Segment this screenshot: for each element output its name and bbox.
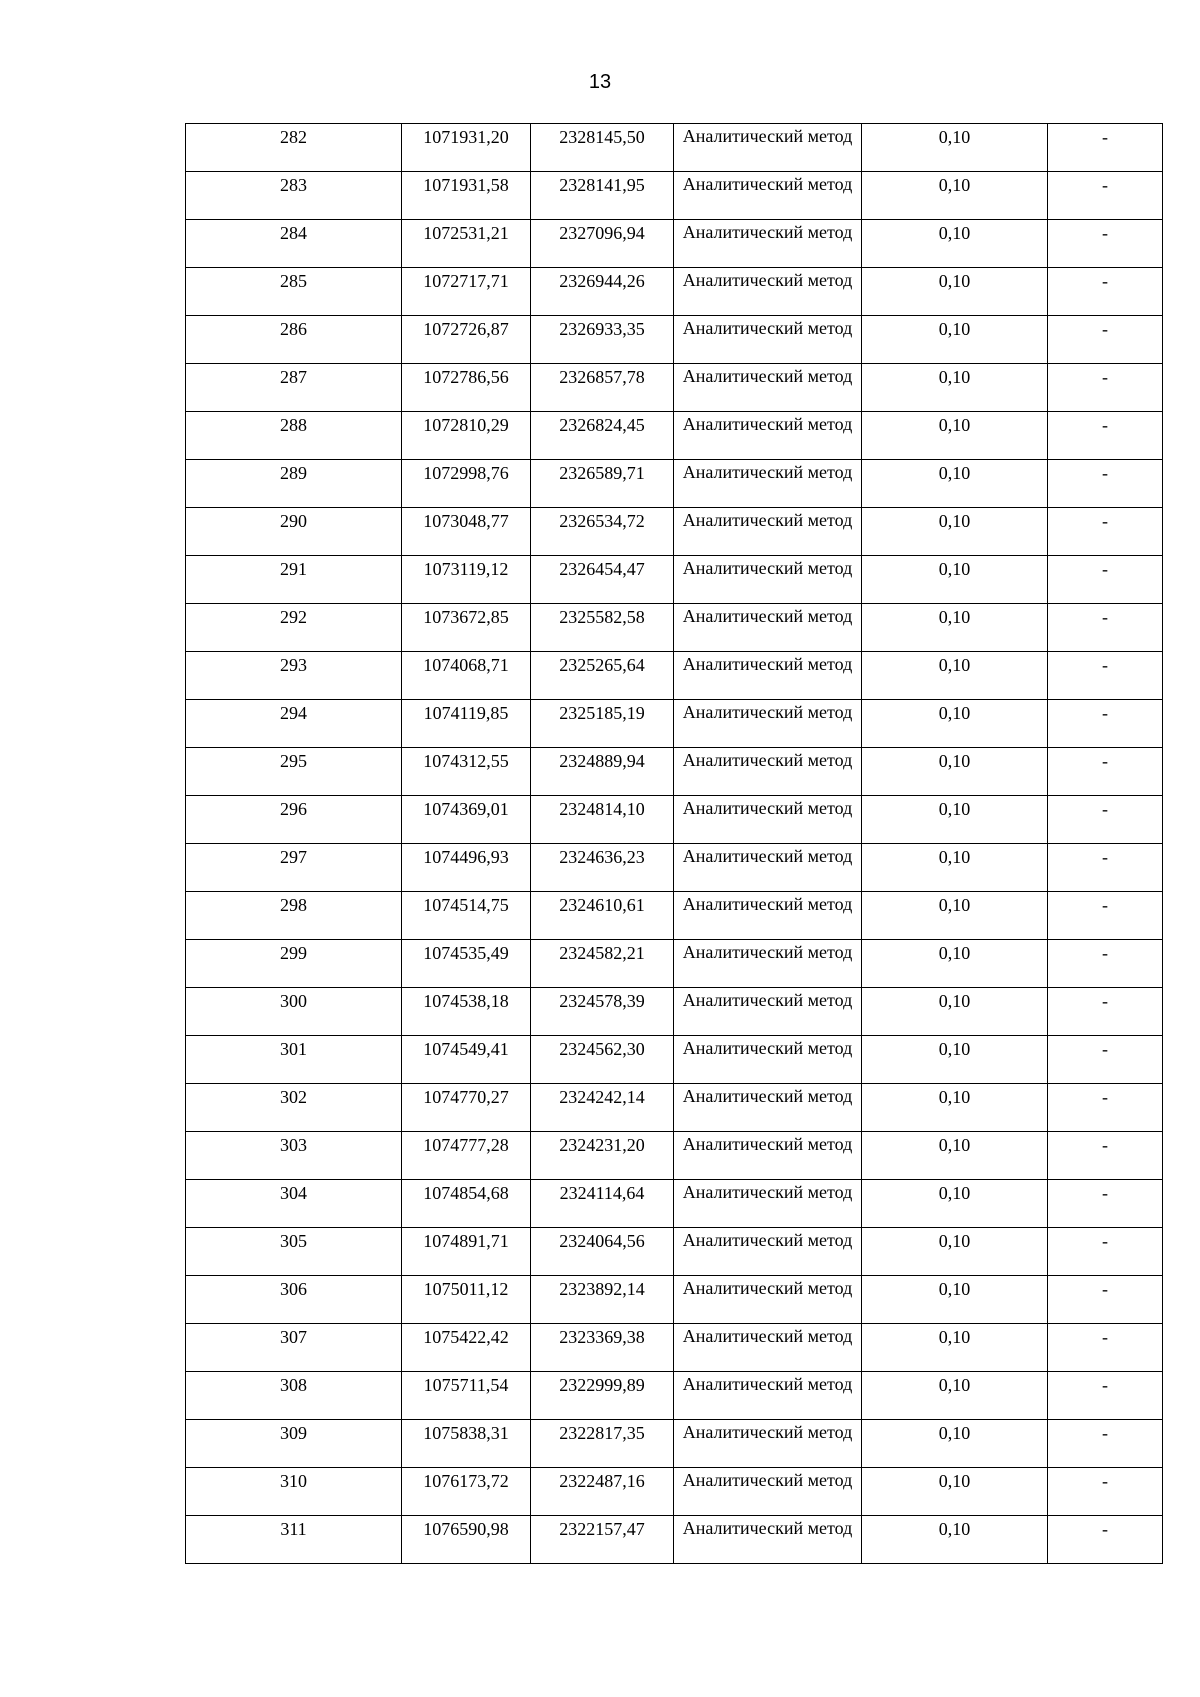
method-cell: Аналитический метод [674, 1468, 862, 1516]
y-coordinate-cell: 2324242,14 [531, 1084, 674, 1132]
accuracy-cell: 0,10 [862, 268, 1048, 316]
y-coordinate-cell: 2326824,45 [531, 412, 674, 460]
extra-cell: - [1048, 700, 1163, 748]
point-number-cell: 297 [186, 844, 402, 892]
accuracy-cell: 0,10 [862, 1420, 1048, 1468]
accuracy-cell: 0,10 [862, 508, 1048, 556]
accuracy-cell: 0,10 [862, 1276, 1048, 1324]
extra-cell: - [1048, 1180, 1163, 1228]
method-cell: Аналитический метод [674, 460, 862, 508]
table-row [186, 1084, 1163, 1132]
table-row [186, 1132, 1163, 1180]
accuracy-cell: 0,10 [862, 988, 1048, 1036]
accuracy-cell: 0,10 [862, 1324, 1048, 1372]
accuracy-cell: 0,10 [862, 892, 1048, 940]
accuracy-cell: 0,10 [862, 1084, 1048, 1132]
extra-cell: - [1048, 1228, 1163, 1276]
table-row [186, 652, 1163, 700]
point-number-cell: 298 [186, 892, 402, 940]
extra-cell: - [1048, 1132, 1163, 1180]
method-cell: Аналитический метод [674, 172, 862, 220]
extra-cell: - [1048, 652, 1163, 700]
x-coordinate-cell: 1073672,85 [402, 604, 531, 652]
extra-cell: - [1048, 220, 1163, 268]
method-cell: Аналитический метод [674, 1420, 862, 1468]
method-cell: Аналитический метод [674, 1132, 862, 1180]
x-coordinate-cell: 1074854,68 [402, 1180, 531, 1228]
point-number-cell: 296 [186, 796, 402, 844]
table-row [186, 556, 1163, 604]
table-row [186, 124, 1163, 172]
x-coordinate-cell: 1074312,55 [402, 748, 531, 796]
method-cell: Аналитический метод [674, 1036, 862, 1084]
extra-cell: - [1048, 1276, 1163, 1324]
x-coordinate-cell: 1074514,75 [402, 892, 531, 940]
y-coordinate-cell: 2324114,64 [531, 1180, 674, 1228]
method-cell: Аналитический метод [674, 412, 862, 460]
accuracy-cell: 0,10 [862, 412, 1048, 460]
y-coordinate-cell: 2322817,35 [531, 1420, 674, 1468]
accuracy-cell: 0,10 [862, 604, 1048, 652]
page-number: 13 [588, 71, 612, 93]
method-cell: Аналитический метод [674, 1228, 862, 1276]
y-coordinate-cell: 2325185,19 [531, 700, 674, 748]
y-coordinate-cell: 2328141,95 [531, 172, 674, 220]
accuracy-cell: 0,10 [862, 220, 1048, 268]
extra-cell: - [1048, 412, 1163, 460]
y-coordinate-cell: 2325582,58 [531, 604, 674, 652]
accuracy-cell: 0,10 [862, 1468, 1048, 1516]
table-row [186, 412, 1163, 460]
point-number-cell: 294 [186, 700, 402, 748]
method-cell: Аналитический метод [674, 892, 862, 940]
method-cell: Аналитический метод [674, 508, 862, 556]
table-row [186, 316, 1163, 364]
y-coordinate-cell: 2326454,47 [531, 556, 674, 604]
method-cell: Аналитический метод [674, 1324, 862, 1372]
table-row [186, 460, 1163, 508]
accuracy-cell: 0,10 [862, 1516, 1048, 1564]
table-row [186, 1516, 1163, 1564]
table-row [186, 700, 1163, 748]
x-coordinate-cell: 1074770,27 [402, 1084, 531, 1132]
x-coordinate-cell: 1075838,31 [402, 1420, 531, 1468]
extra-cell: - [1048, 1372, 1163, 1420]
table-row [186, 1180, 1163, 1228]
y-coordinate-cell: 2324814,10 [531, 796, 674, 844]
y-coordinate-cell: 2322487,16 [531, 1468, 674, 1516]
method-cell: Аналитический метод [674, 316, 862, 364]
method-cell: Аналитический метод [674, 1516, 862, 1564]
table-row [186, 796, 1163, 844]
x-coordinate-cell: 1071931,58 [402, 172, 531, 220]
x-coordinate-cell: 1072726,87 [402, 316, 531, 364]
method-cell: Аналитический метод [674, 124, 862, 172]
method-cell: Аналитический метод [674, 364, 862, 412]
method-cell: Аналитический метод [674, 604, 862, 652]
table-row [186, 1372, 1163, 1420]
x-coordinate-cell: 1072998,76 [402, 460, 531, 508]
table-row [186, 268, 1163, 316]
y-coordinate-cell: 2325265,64 [531, 652, 674, 700]
point-number-cell: 293 [186, 652, 402, 700]
table-row [186, 508, 1163, 556]
accuracy-cell: 0,10 [862, 700, 1048, 748]
y-coordinate-cell: 2327096,94 [531, 220, 674, 268]
method-cell: Аналитический метод [674, 268, 862, 316]
y-coordinate-cell: 2326857,78 [531, 364, 674, 412]
point-number-cell: 299 [186, 940, 402, 988]
x-coordinate-cell: 1074068,71 [402, 652, 531, 700]
method-cell: Аналитический метод [674, 556, 862, 604]
table-row [186, 172, 1163, 220]
coordinates-table [185, 123, 1163, 1564]
table-row [186, 1276, 1163, 1324]
extra-cell: - [1048, 364, 1163, 412]
y-coordinate-cell: 2324231,20 [531, 1132, 674, 1180]
y-coordinate-cell: 2322999,89 [531, 1372, 674, 1420]
extra-cell: - [1048, 1468, 1163, 1516]
table-row [186, 1228, 1163, 1276]
x-coordinate-cell: 1071931,20 [402, 124, 531, 172]
method-cell: Аналитический метод [674, 796, 862, 844]
x-coordinate-cell: 1074535,49 [402, 940, 531, 988]
accuracy-cell: 0,10 [862, 1180, 1048, 1228]
extra-cell: - [1048, 268, 1163, 316]
x-coordinate-cell: 1074496,93 [402, 844, 531, 892]
point-number-cell: 305 [186, 1228, 402, 1276]
point-number-cell: 310 [186, 1468, 402, 1516]
x-coordinate-cell: 1074891,71 [402, 1228, 531, 1276]
point-number-cell: 309 [186, 1420, 402, 1468]
x-coordinate-cell: 1074369,01 [402, 796, 531, 844]
extra-cell: - [1048, 556, 1163, 604]
x-coordinate-cell: 1073119,12 [402, 556, 531, 604]
x-coordinate-cell: 1072717,71 [402, 268, 531, 316]
y-coordinate-cell: 2324636,23 [531, 844, 674, 892]
point-number-cell: 306 [186, 1276, 402, 1324]
table-row [186, 940, 1163, 988]
point-number-cell: 311 [186, 1516, 402, 1564]
point-number-cell: 291 [186, 556, 402, 604]
extra-cell: - [1048, 796, 1163, 844]
table-row [186, 1036, 1163, 1084]
point-number-cell: 292 [186, 604, 402, 652]
point-number-cell: 289 [186, 460, 402, 508]
accuracy-cell: 0,10 [862, 172, 1048, 220]
method-cell: Аналитический метод [674, 1084, 862, 1132]
table-row [186, 1420, 1163, 1468]
point-number-cell: 284 [186, 220, 402, 268]
y-coordinate-cell: 2323369,38 [531, 1324, 674, 1372]
point-number-cell: 304 [186, 1180, 402, 1228]
table-row [186, 844, 1163, 892]
method-cell: Аналитический метод [674, 220, 862, 268]
accuracy-cell: 0,10 [862, 1132, 1048, 1180]
accuracy-cell: 0,10 [862, 748, 1048, 796]
coordinates-table-body [186, 124, 1163, 1564]
method-cell: Аналитический метод [674, 940, 862, 988]
x-coordinate-cell: 1074777,28 [402, 1132, 531, 1180]
extra-cell: - [1048, 844, 1163, 892]
extra-cell: - [1048, 1036, 1163, 1084]
point-number-cell: 308 [186, 1372, 402, 1420]
accuracy-cell: 0,10 [862, 844, 1048, 892]
table-row [186, 1468, 1163, 1516]
y-coordinate-cell: 2324562,30 [531, 1036, 674, 1084]
method-cell: Аналитический метод [674, 748, 862, 796]
y-coordinate-cell: 2324582,21 [531, 940, 674, 988]
extra-cell: - [1048, 940, 1163, 988]
x-coordinate-cell: 1074119,85 [402, 700, 531, 748]
x-coordinate-cell: 1076173,72 [402, 1468, 531, 1516]
point-number-cell: 300 [186, 988, 402, 1036]
accuracy-cell: 0,10 [862, 652, 1048, 700]
y-coordinate-cell: 2324578,39 [531, 988, 674, 1036]
x-coordinate-cell: 1076590,98 [402, 1516, 531, 1564]
extra-cell: - [1048, 460, 1163, 508]
point-number-cell: 283 [186, 172, 402, 220]
table-row [186, 604, 1163, 652]
point-number-cell: 286 [186, 316, 402, 364]
method-cell: Аналитический метод [674, 844, 862, 892]
point-number-cell: 287 [186, 364, 402, 412]
y-coordinate-cell: 2326534,72 [531, 508, 674, 556]
method-cell: Аналитический метод [674, 652, 862, 700]
accuracy-cell: 0,10 [862, 460, 1048, 508]
extra-cell: - [1048, 1516, 1163, 1564]
y-coordinate-cell: 2322157,47 [531, 1516, 674, 1564]
extra-cell: - [1048, 316, 1163, 364]
extra-cell: - [1048, 172, 1163, 220]
y-coordinate-cell: 2326589,71 [531, 460, 674, 508]
point-number-cell: 282 [186, 124, 402, 172]
point-number-cell: 285 [186, 268, 402, 316]
point-number-cell: 302 [186, 1084, 402, 1132]
method-cell: Аналитический метод [674, 1180, 862, 1228]
extra-cell: - [1048, 604, 1163, 652]
x-coordinate-cell: 1073048,77 [402, 508, 531, 556]
point-number-cell: 295 [186, 748, 402, 796]
extra-cell: - [1048, 124, 1163, 172]
table-row [186, 988, 1163, 1036]
method-cell: Аналитический метод [674, 700, 862, 748]
y-coordinate-cell: 2324064,56 [531, 1228, 674, 1276]
extra-cell: - [1048, 1324, 1163, 1372]
extra-cell: - [1048, 988, 1163, 1036]
point-number-cell: 307 [186, 1324, 402, 1372]
accuracy-cell: 0,10 [862, 124, 1048, 172]
y-coordinate-cell: 2328145,50 [531, 124, 674, 172]
accuracy-cell: 0,10 [862, 1228, 1048, 1276]
extra-cell: - [1048, 1420, 1163, 1468]
x-coordinate-cell: 1072810,29 [402, 412, 531, 460]
extra-cell: - [1048, 748, 1163, 796]
x-coordinate-cell: 1074538,18 [402, 988, 531, 1036]
accuracy-cell: 0,10 [862, 1036, 1048, 1084]
accuracy-cell: 0,10 [862, 796, 1048, 844]
y-coordinate-cell: 2326944,26 [531, 268, 674, 316]
point-number-cell: 288 [186, 412, 402, 460]
accuracy-cell: 0,10 [862, 364, 1048, 412]
point-number-cell: 303 [186, 1132, 402, 1180]
extra-cell: - [1048, 892, 1163, 940]
method-cell: Аналитический метод [674, 1276, 862, 1324]
x-coordinate-cell: 1072786,56 [402, 364, 531, 412]
y-coordinate-cell: 2324889,94 [531, 748, 674, 796]
y-coordinate-cell: 2323892,14 [531, 1276, 674, 1324]
table-row [186, 220, 1163, 268]
accuracy-cell: 0,10 [862, 556, 1048, 604]
accuracy-cell: 0,10 [862, 1372, 1048, 1420]
x-coordinate-cell: 1075011,12 [402, 1276, 531, 1324]
extra-cell: - [1048, 508, 1163, 556]
x-coordinate-cell: 1075711,54 [402, 1372, 531, 1420]
extra-cell: - [1048, 1084, 1163, 1132]
method-cell: Аналитический метод [674, 1372, 862, 1420]
point-number-cell: 290 [186, 508, 402, 556]
x-coordinate-cell: 1075422,42 [402, 1324, 531, 1372]
x-coordinate-cell: 1074549,41 [402, 1036, 531, 1084]
table-row [186, 364, 1163, 412]
accuracy-cell: 0,10 [862, 316, 1048, 364]
table-row [186, 892, 1163, 940]
x-coordinate-cell: 1072531,21 [402, 220, 531, 268]
y-coordinate-cell: 2326933,35 [531, 316, 674, 364]
method-cell: Аналитический метод [674, 988, 862, 1036]
table-row [186, 1324, 1163, 1372]
point-number-cell: 301 [186, 1036, 402, 1084]
y-coordinate-cell: 2324610,61 [531, 892, 674, 940]
table-row [186, 748, 1163, 796]
accuracy-cell: 0,10 [862, 940, 1048, 988]
